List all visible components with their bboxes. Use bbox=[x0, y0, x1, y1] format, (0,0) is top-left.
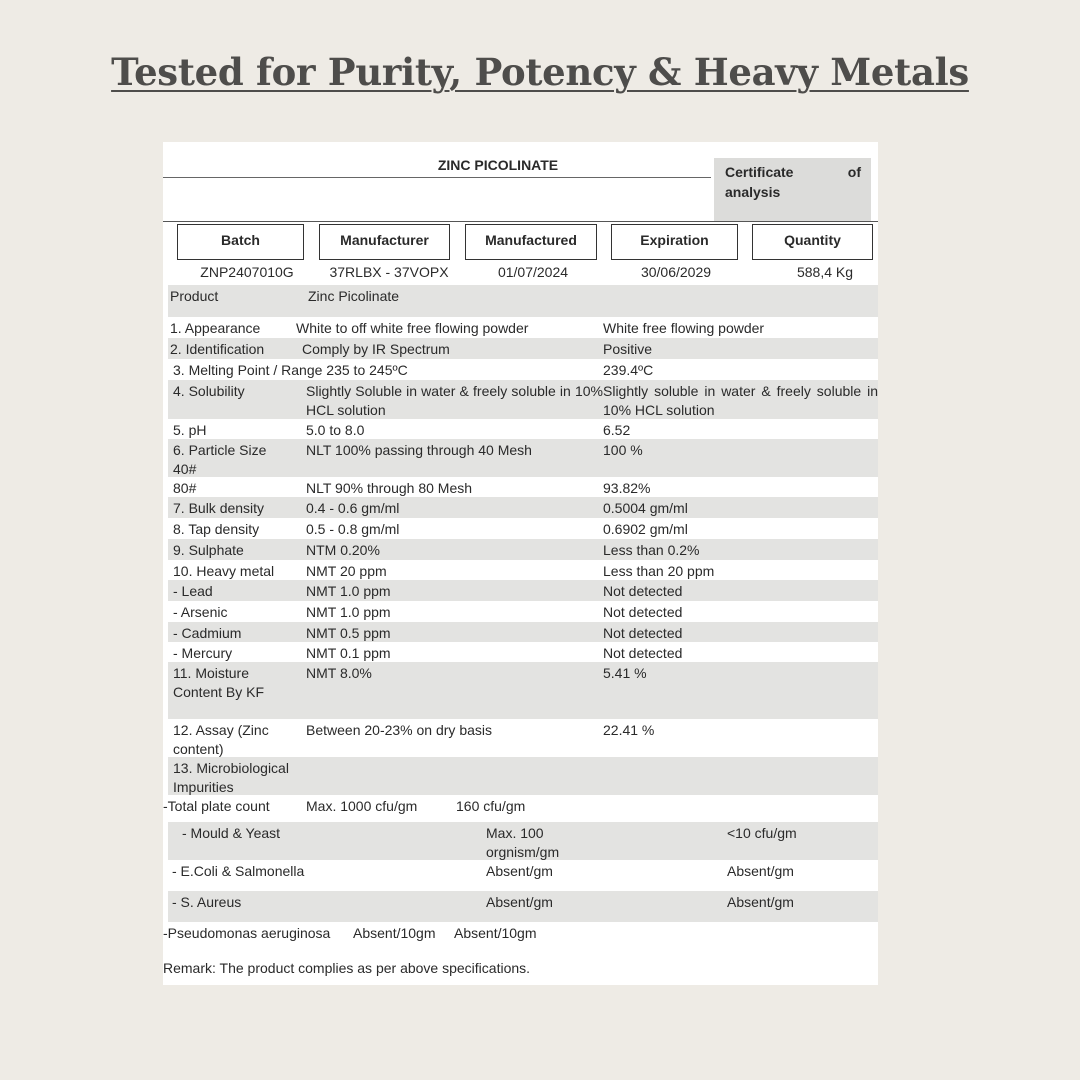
spec-cell: Absent/10gm bbox=[353, 925, 436, 941]
param-cell: - E.Coli & Salmonella bbox=[172, 863, 305, 879]
param-cell: 2. Identification bbox=[170, 341, 265, 357]
product-label: Product bbox=[170, 288, 219, 304]
coa-label-line2: analysis bbox=[725, 184, 781, 200]
param-cell: 4. Solubility bbox=[173, 383, 245, 399]
spec-cell: White to off white free flowing powder bbox=[296, 320, 529, 336]
header-batch: Batch bbox=[177, 224, 304, 260]
product-title: ZINC PICOLINATE bbox=[437, 157, 559, 173]
result-cell: <10 cfu/gm bbox=[727, 825, 797, 841]
spec-cell: NMT 1.0 ppm bbox=[306, 604, 391, 620]
table-row bbox=[168, 477, 878, 497]
param-cell: 12. Assay (Zinc content) bbox=[173, 722, 269, 757]
param-cell: - Mercury bbox=[173, 645, 233, 661]
spec-cell: Slightly Soluble in water & freely soluble in 10% HCL solution bbox=[306, 383, 603, 418]
param-cell: - Arsenic bbox=[173, 604, 228, 620]
spec-cell: Between 20-23% on dry basis bbox=[306, 722, 492, 738]
param-cell: 1. Appearance bbox=[170, 320, 261, 336]
param-cell: 5. pH bbox=[173, 422, 207, 438]
result-cell: Absent/10gm bbox=[454, 925, 537, 941]
result-cell: Not detected bbox=[603, 604, 683, 620]
batch-value: ZNP2407010G bbox=[200, 264, 294, 280]
table-row bbox=[168, 439, 878, 477]
spec-cell: 0.5 - 0.8 gm/ml bbox=[306, 521, 400, 537]
table-row bbox=[168, 317, 878, 338]
spec-cell: NMT 0.1 ppm bbox=[306, 645, 391, 661]
coa-label-of: of bbox=[847, 164, 861, 180]
manufacturer-value: 37RLBX - 37VOPX bbox=[329, 264, 449, 280]
table-row bbox=[168, 860, 878, 891]
spec-cell: Absent/gm bbox=[486, 894, 553, 910]
table-row bbox=[168, 539, 878, 560]
result-cell: 6.52 bbox=[603, 422, 631, 438]
table-row bbox=[163, 922, 878, 946]
spec-cell: NMT 8.0% bbox=[306, 665, 372, 681]
param-cell: 3. Melting Point / Range 235 to 245ºC bbox=[173, 362, 408, 378]
result-cell: Absent/gm bbox=[727, 863, 794, 879]
spec-cell: NMT 1.0 ppm bbox=[306, 583, 391, 599]
header-quantity: Quantity bbox=[752, 224, 873, 260]
result-cell: White free flowing powder bbox=[603, 320, 765, 336]
header-manufacturer: Manufacturer bbox=[319, 224, 450, 260]
param-cell: 6. Particle Size 40# bbox=[173, 442, 267, 477]
param-cell: 13. Microbiological Impurities bbox=[173, 760, 289, 795]
result-cell: Not detected bbox=[603, 625, 683, 641]
table-row bbox=[168, 822, 878, 860]
coa-label-line1: Certificate bbox=[725, 164, 794, 180]
result-cell: Slightly soluble in water & freely soluble in 10% HCL solution bbox=[603, 383, 878, 418]
param-cell: -Total plate count bbox=[163, 798, 270, 814]
divider bbox=[163, 177, 711, 178]
param-cell: -Pseudomonas aeruginosa bbox=[163, 925, 331, 941]
result-cell: Not detected bbox=[603, 583, 683, 599]
param-cell: - Lead bbox=[173, 583, 213, 599]
param-cell: 80# bbox=[173, 480, 197, 496]
result-cell: Absent/gm bbox=[727, 894, 794, 910]
coa-label-box bbox=[714, 158, 871, 221]
quantity-value: 588,4 Kg bbox=[796, 264, 854, 280]
table-row bbox=[168, 380, 878, 419]
product-value: Zinc Picolinate bbox=[308, 288, 400, 304]
product-row bbox=[168, 285, 878, 317]
result-cell: 160 cfu/gm bbox=[456, 798, 526, 814]
table-row bbox=[168, 719, 878, 757]
param-cell: 7. Bulk density bbox=[173, 500, 265, 516]
spec-cell: Max. 1000 cfu/gm bbox=[306, 798, 418, 814]
result-cell: Positive bbox=[603, 341, 653, 357]
header-manufactured: Manufactured bbox=[465, 224, 597, 260]
table-row bbox=[168, 622, 878, 642]
result-cell: 93.82% bbox=[603, 480, 651, 496]
spec-cell: 5.0 to 8.0 bbox=[306, 422, 365, 438]
manufactured-value: 01/07/2024 bbox=[497, 264, 569, 280]
param-cell: 9. Sulphate bbox=[173, 542, 244, 558]
result-cell: 100 % bbox=[603, 442, 643, 458]
table-row bbox=[168, 560, 878, 580]
result-cell: Not detected bbox=[603, 645, 683, 661]
table-row bbox=[168, 419, 878, 439]
spec-cell: NLT 100% passing through 40 Mesh bbox=[306, 442, 532, 458]
param-cell: 10. Heavy metal bbox=[173, 563, 275, 579]
page-headline: Tested for Purity, Potency & Heavy Metals bbox=[111, 50, 969, 94]
divider bbox=[163, 221, 878, 222]
spec-cell: NTM 0.20% bbox=[306, 542, 380, 558]
table-row bbox=[168, 359, 878, 380]
certificate-of-analysis bbox=[163, 142, 878, 985]
spec-cell: NMT 0.5 ppm bbox=[306, 625, 391, 641]
table-row bbox=[168, 338, 878, 359]
param-cell: - Mould & Yeast bbox=[182, 825, 281, 841]
result-cell: 22.41 % bbox=[603, 722, 655, 738]
param-cell: - S. Aureus bbox=[172, 894, 242, 910]
header-expiration: Expiration bbox=[611, 224, 738, 260]
spec-cell: Absent/gm bbox=[486, 863, 553, 879]
expiration-value: 30/06/2029 bbox=[640, 264, 712, 280]
result-cell: 0.6902 gm/ml bbox=[603, 521, 688, 537]
result-cell: 5.41 % bbox=[603, 665, 647, 681]
result-cell: Less than 0.2% bbox=[603, 542, 700, 558]
spec-cell: NLT 90% through 80 Mesh bbox=[306, 480, 473, 496]
table-row bbox=[168, 757, 878, 795]
spec-cell: 0.4 - 0.6 gm/ml bbox=[306, 500, 400, 516]
spec-cell: NMT 20 ppm bbox=[306, 563, 387, 579]
result-cell: 239.4ºC bbox=[603, 362, 654, 378]
table-row bbox=[168, 662, 878, 719]
table-row bbox=[163, 795, 878, 822]
result-cell: 0.5004 gm/ml bbox=[603, 500, 688, 516]
spec-cell: Max. 100 orgnism/gm bbox=[486, 825, 560, 860]
result-cell: Less than 20 ppm bbox=[603, 563, 715, 579]
table-row bbox=[168, 497, 878, 518]
table-row bbox=[168, 601, 878, 622]
table-row bbox=[168, 580, 878, 601]
param-cell: - Cadmium bbox=[173, 625, 242, 641]
param-cell: 11. Moisture Content By KF bbox=[173, 665, 265, 700]
table-row bbox=[168, 518, 878, 539]
param-cell: 8. Tap density bbox=[173, 521, 260, 537]
table-row bbox=[168, 891, 878, 922]
spec-cell: Comply by IR Spectrum bbox=[302, 341, 450, 357]
remark-text: Remark: The product complies as per above specifications. bbox=[163, 960, 531, 976]
table-row bbox=[168, 642, 878, 662]
